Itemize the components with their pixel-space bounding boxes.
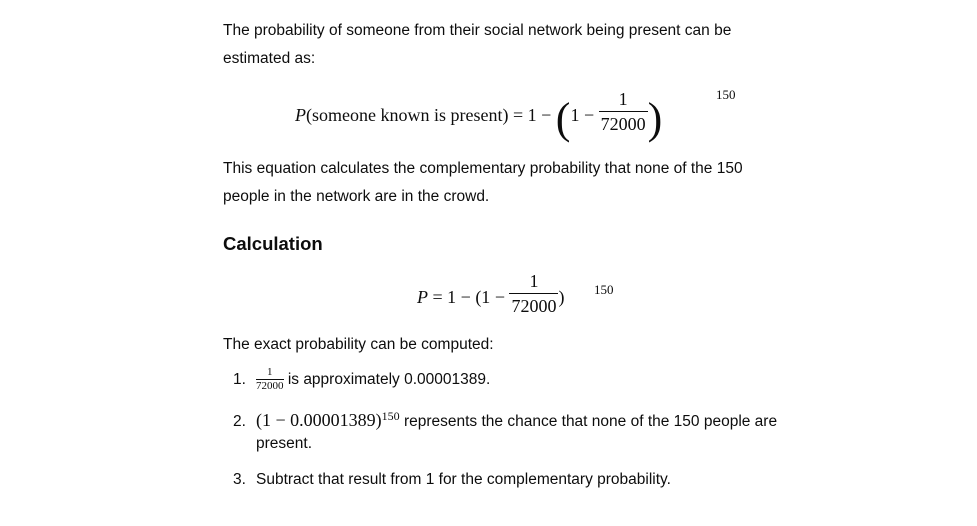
eq1-lhs-arg: (someone known is present)	[306, 105, 509, 125]
eq2-inner-minus: −	[494, 287, 505, 307]
intro-line-2: estimated as:	[223, 50, 316, 67]
step1-text: is approximately 0.00001389.	[287, 371, 491, 388]
step1-fraction	[256, 367, 284, 392]
step2-math-exp: 150	[381, 409, 400, 423]
eq1-fraction	[599, 90, 648, 133]
step2-text-line-1: represents the chance that none of the 150 people are	[403, 413, 778, 431]
eq2-exponent: 150	[594, 282, 614, 297]
eq1-exponent: 150	[716, 87, 736, 102]
step1-frac-num: 1	[267, 366, 273, 379]
explanation-line-2: people in the network are in the crowd.	[223, 188, 490, 205]
explanation-line-1: This equation calculates the complementary probability that none of the 150	[223, 160, 743, 177]
step3-text: Subtract that result from 1 for the complementary probability.	[256, 471, 671, 488]
equation-calculation	[417, 272, 564, 315]
exact-intro: The exact probability can be computed:	[223, 336, 494, 353]
step2-text-line-2: present.	[256, 435, 313, 452]
eq1-one: 1	[527, 105, 537, 125]
eq2-frac-num: 1	[529, 271, 539, 291]
eq2-one: 1	[447, 287, 457, 307]
list-number: 1.	[233, 371, 246, 388]
eq1-equals: =	[512, 105, 524, 125]
step2-continuation	[256, 430, 312, 458]
eq1-left-paren: (	[555, 94, 571, 143]
step2-math-base: (1 − 0.00001389)	[256, 410, 382, 431]
eq2-frac-den: 72000	[511, 296, 557, 316]
eq1-inner-minus: −	[583, 105, 595, 125]
calculation-heading: Calculation	[223, 233, 323, 254]
eq1-frac-num: 1	[618, 89, 628, 109]
eq2-open-paren: (1	[475, 287, 491, 307]
list-item	[233, 466, 671, 494]
list-item	[233, 402, 777, 436]
eq1-right-paren: )	[647, 94, 663, 143]
list-item	[233, 366, 490, 394]
intro-line-1: The probability of someone from their social network being present can be	[223, 22, 732, 39]
eq2-close-paren: )	[558, 287, 565, 307]
eq2-equals: =	[432, 287, 443, 307]
step1-frac-den: 72000	[256, 380, 284, 393]
eq1-inner-one: 1	[570, 105, 580, 125]
eq2-minus: −	[460, 287, 471, 307]
eq1-frac-den: 72000	[600, 114, 646, 134]
equation-probability	[295, 90, 662, 144]
list-number: 3.	[233, 471, 246, 488]
eq2-lhs-var: P	[417, 287, 428, 307]
list-number: 2.	[233, 413, 246, 431]
eq1-lhs-var: P	[295, 105, 306, 125]
eq2-fraction	[509, 272, 558, 315]
eq1-minus: −	[541, 105, 552, 125]
